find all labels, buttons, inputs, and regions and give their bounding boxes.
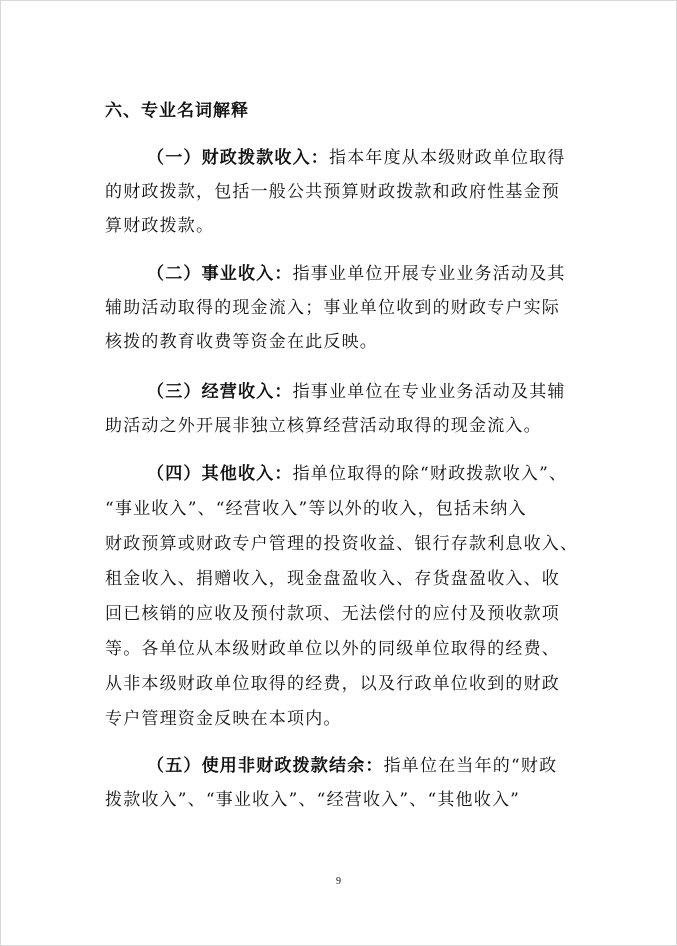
term-fiscal-appropriation-income: （一）财政拨款收入：	[147, 148, 329, 168]
paragraph-4-line-8: 专户管理资金反映在本项内。	[105, 709, 342, 729]
paragraph-2-line-1: （二）事业收入：指事业单位开展专业业务活动及其	[147, 264, 566, 284]
paragraph-1-line-1: （一）财政拨款收入：指本年度从本级财政单位取得	[147, 148, 566, 168]
paragraph-4-line-3: 财政预算或财政专户管理的投资收益、银行存款利息收入、	[105, 534, 579, 554]
paragraph-2-line-3: 核拨的教育收费等资金在此反映。	[105, 332, 378, 352]
paragraph-1-line-3: 算财政拨款。	[105, 216, 215, 236]
term-other-income: （四）其他收入：	[147, 464, 293, 484]
section-heading: 六、专业名词解释	[105, 101, 249, 121]
paragraph-4-line-1: （四）其他收入：指单位取得的除“财政拨款收入”、	[147, 464, 568, 484]
paragraph-4-line-5: 回已核销的应收及预付款项、无法偿付的应付及预收款项	[105, 604, 560, 624]
paragraph-4-line-2: “事业收入”、“经营收入”等以外的收入，包括未纳入	[105, 499, 527, 519]
paragraph-3-line-2: 助活动之外开展非独立核算经营活动取得的现金流入。	[105, 416, 542, 436]
paragraph-4-line-4: 租金收入、捐赠收入，现金盘盈收入、存货盘盈收入、收	[105, 569, 560, 589]
term-non-fiscal-surplus-used: （五）使用非财政拨款结余：	[147, 756, 384, 776]
paragraph-4-line-6: 等。各单位从本级财政单位以外的同级单位取得的经费、	[105, 639, 560, 659]
paragraph-2-line-2: 辅助活动取得的现金流入；事业单位收到的财政专户实际	[105, 298, 560, 318]
term-operating-income: （三）经营收入：	[147, 382, 293, 402]
paragraph-3-line-1: （三）经营收入：指事业单位在专业业务活动及其辅	[147, 382, 566, 402]
term-business-income: （二）事业收入：	[147, 264, 293, 284]
paragraph-4-line-7: 从非本级财政单位取得的经费，以及行政单位收到的财政	[105, 674, 560, 694]
paragraph-5-line-1: （五）使用非财政拨款结余：指单位在当年的“财政	[147, 756, 558, 776]
page-number: 9	[336, 876, 341, 887]
paragraph-5-line-2: 拨款收入”、“事业收入”、“经营收入”、“其他收入”	[105, 790, 521, 810]
paragraph-1-line-2: 的财政拨款，包括一般公共预算财政拨款和政府性基金预	[105, 182, 560, 202]
